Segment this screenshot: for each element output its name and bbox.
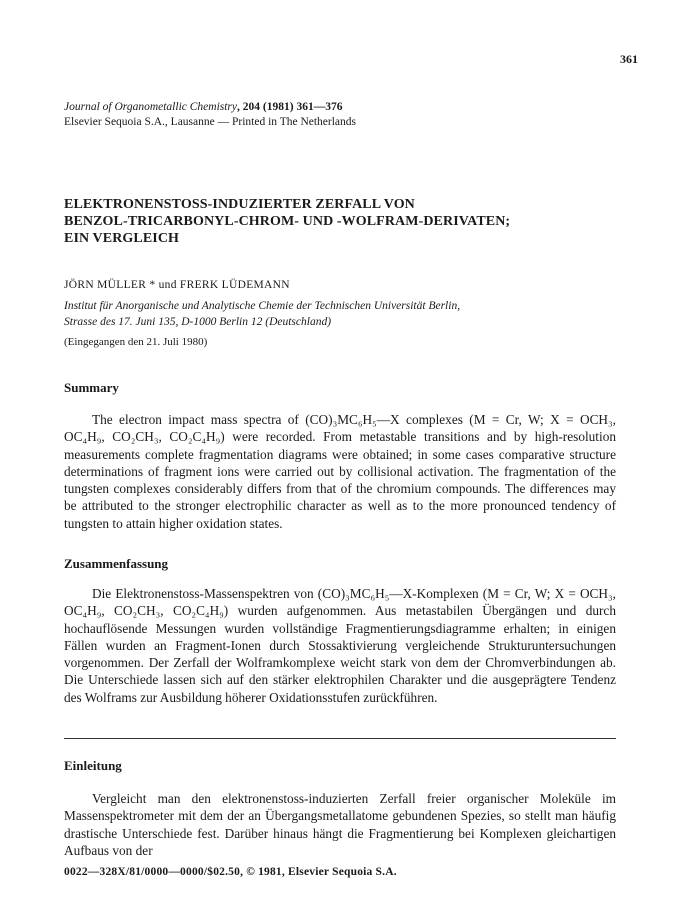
title-line-3: EIN VERGLEICH — [64, 231, 180, 246]
article-title — [64, 196, 624, 247]
summary-paragraph: The electron impact mass spectra of (CO)₃MC₆H₅—X complexes (M = Cr, W; X = OCH₃, OC₄H₉, CO₂CH₃, CO₂C₄H₉) were recorded. From metastable transitions and by high-resolution measurements complete fragmentation diagrams were obtained; in some cases comparative structure determinations of fragment ions were carried out by collisional activation. The fragmentation of the tungsten complexes considerably differs from that of the chromium compounds. The differences may be attributed to the stronger electrophilic character as well as to the more pronounced tendency of tungsten to attain higher oxidation states. — [64, 412, 616, 531]
page-number: 361 — [620, 52, 638, 66]
title-line-2: BENZOL-TRICARBONYL-CHROM- UND -WOLFRAM-DERIVATEN; — [64, 214, 511, 229]
affiliation-line-1: Institut für Anorganische und Analytische Chemie der Technischen Universität Berlin, — [64, 300, 461, 312]
summary-heading: Summary — [64, 380, 119, 395]
einleitung-paragraph: Vergleicht man den elektronenstoss-induzierten Zerfall freier organischer Moleküle im Massenspektrometer mit dem der an Übergangsmetallatome gebundenen Spezies, so stellt man häufig drastische Unterschiede fest. Darüber hinaus hängt die Fragmentierung bei Komplexen gleichartigen Aufbaus von der — [64, 791, 616, 858]
affiliation-line-2: Strasse des 17. Juni 135, D-1000 Berlin 12 (Deutschland) — [64, 316, 332, 328]
zusammenfassung-heading: Zusammenfassung — [64, 556, 169, 571]
einleitung-heading: Einleitung — [64, 758, 122, 773]
copyright-footer: 0022—328X/81/0000—0000/$02.50, © 1981, Elsevier Sequoia S.A. — [64, 866, 397, 878]
journal-citation — [64, 100, 356, 130]
authors: JÖRN MÜLLER * und FRERK LÜDEMANN — [64, 279, 290, 291]
journal-title: Journal of Organometallic Chemistry — [64, 101, 238, 113]
journal-line-2: Elsevier Sequoia S.A., Lausanne — Printed in The Netherlands — [64, 116, 357, 128]
journal-volume-pages: , 204 (1981) 361—376 — [237, 101, 343, 113]
section-divider — [64, 738, 616, 739]
received-date: (Eingegangen den 21. Juli 1980) — [64, 336, 208, 348]
affiliation — [64, 298, 624, 330]
title-line-1: ELEKTRONENSTOSS-INDUZIERTER ZERFALL VON — [64, 197, 415, 212]
zusammenfassung-paragraph: Die Elektronenstoss-Massenspektren von (CO)₃MC₆H₅—X-Komplexen (M = Cr, W; X = OCH₃, OC₄H₉, CO₂CH₃, CO₂C₄H₉) wurden aufgenommen. Aus metastabilen Übergängen und durch hochauflösende Messungen wurden vollständige Fragmentierungsdiagramme erhalten; in einigen Fällen wurden an Fragment-Ionen durch Stossaktivierung vergleichende Strukturuntersuchungen vorgenommen. Der Zerfall der Wolframkomplexe weicht stark von dem der Chromverbindungen ab. Die Unterschiede lassen sich auf den stärker elektrophilen Charakter und die ausgeprägtere Tendenz des Wolframs zur Ausbildung höherer Oxidationsstufen zurückführen. — [64, 586, 616, 705]
journal-line-1 — [64, 100, 356, 115]
